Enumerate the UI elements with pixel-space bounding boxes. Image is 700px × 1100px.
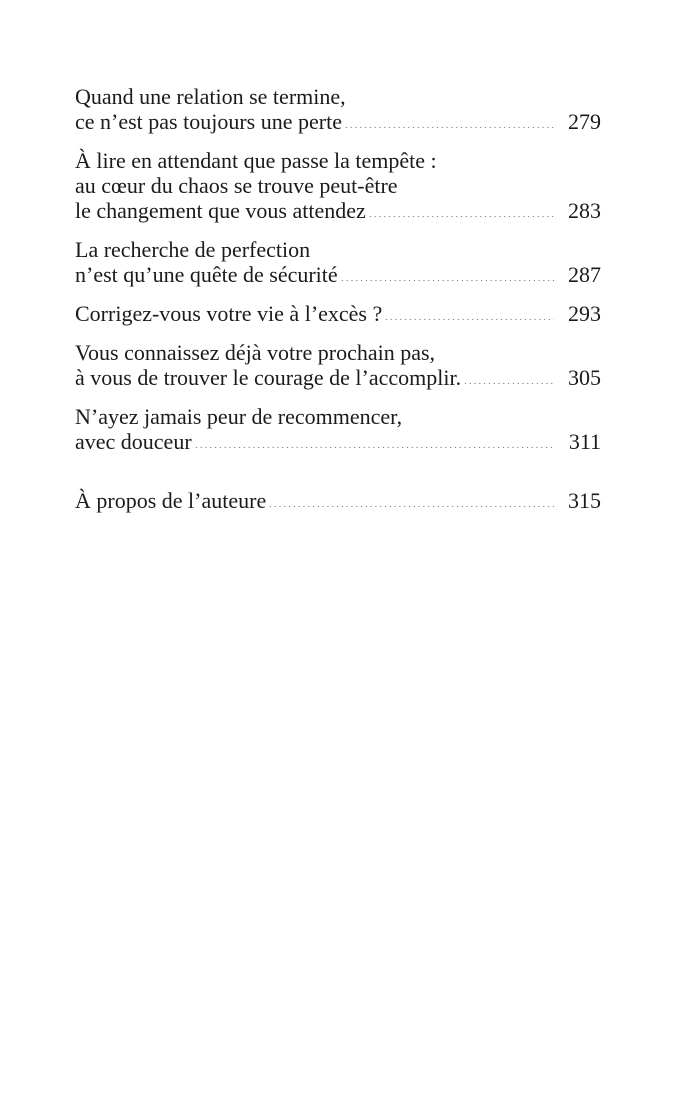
toc-entry [75,301,601,326]
toc-entry-last-line [75,488,601,513]
toc-entry [75,404,601,454]
toc-entry-last-line [75,262,601,287]
toc-entry-title-end: avec douceur [75,429,192,454]
toc-entry [75,148,601,223]
toc-entry-last-line [75,365,601,390]
toc-entry-last-line [75,429,601,454]
toc-entry-last-line [75,109,601,134]
dot-leader [463,380,554,385]
toc-entry-title-end: n’est qu’une quête de sécurité [75,262,338,287]
dot-leader [384,316,554,321]
toc-entry-title-line: À lire en attendant que passe la tempête : [75,148,437,173]
toc-page-number: 279 [568,109,601,134]
dot-leader [268,503,554,508]
toc-entry-title-line: Quand une relation se termine, [75,84,346,109]
toc-entry [75,340,601,390]
toc-entry-title-end: le changement que vous attendez [75,198,366,223]
toc-entry-title-line: Vous connaissez déjà votre prochain pas, [75,340,436,365]
toc-page-number: 287 [568,262,601,287]
toc-page-number: 293 [568,301,601,326]
toc-entry [75,84,601,134]
toc-entry-about-author [75,488,601,513]
dot-leader [194,444,555,449]
toc-entry-title-line: N’ayez jamais peur de recommencer, [75,404,403,429]
toc-entry-title-end: à vous de trouver le courage de l’accomplir. [75,365,462,390]
toc-entry [75,237,601,287]
toc-entry-title-line: au cœur du chaos se trouve peut-être [75,173,398,198]
table-of-contents [75,84,601,527]
dot-leader [368,213,554,218]
toc-entry-title-end: Corrigez-vous votre vie à l’excès ? [75,301,383,326]
toc-entry-title-end: À propos de l’auteure [75,488,267,513]
dot-leader [340,277,554,282]
toc-page-number: 305 [568,365,601,390]
toc-entry-title-end: ce n’est pas toujours une perte [75,109,342,134]
toc-entry-last-line [75,301,601,326]
toc-entry-title-line: La recherche de perfection [75,237,311,262]
dot-leader [344,124,554,129]
toc-page-number: 311 [568,429,601,454]
toc-page-number: 283 [568,198,601,223]
toc-entry-last-line [75,198,601,223]
toc-page-number: 315 [568,488,601,513]
